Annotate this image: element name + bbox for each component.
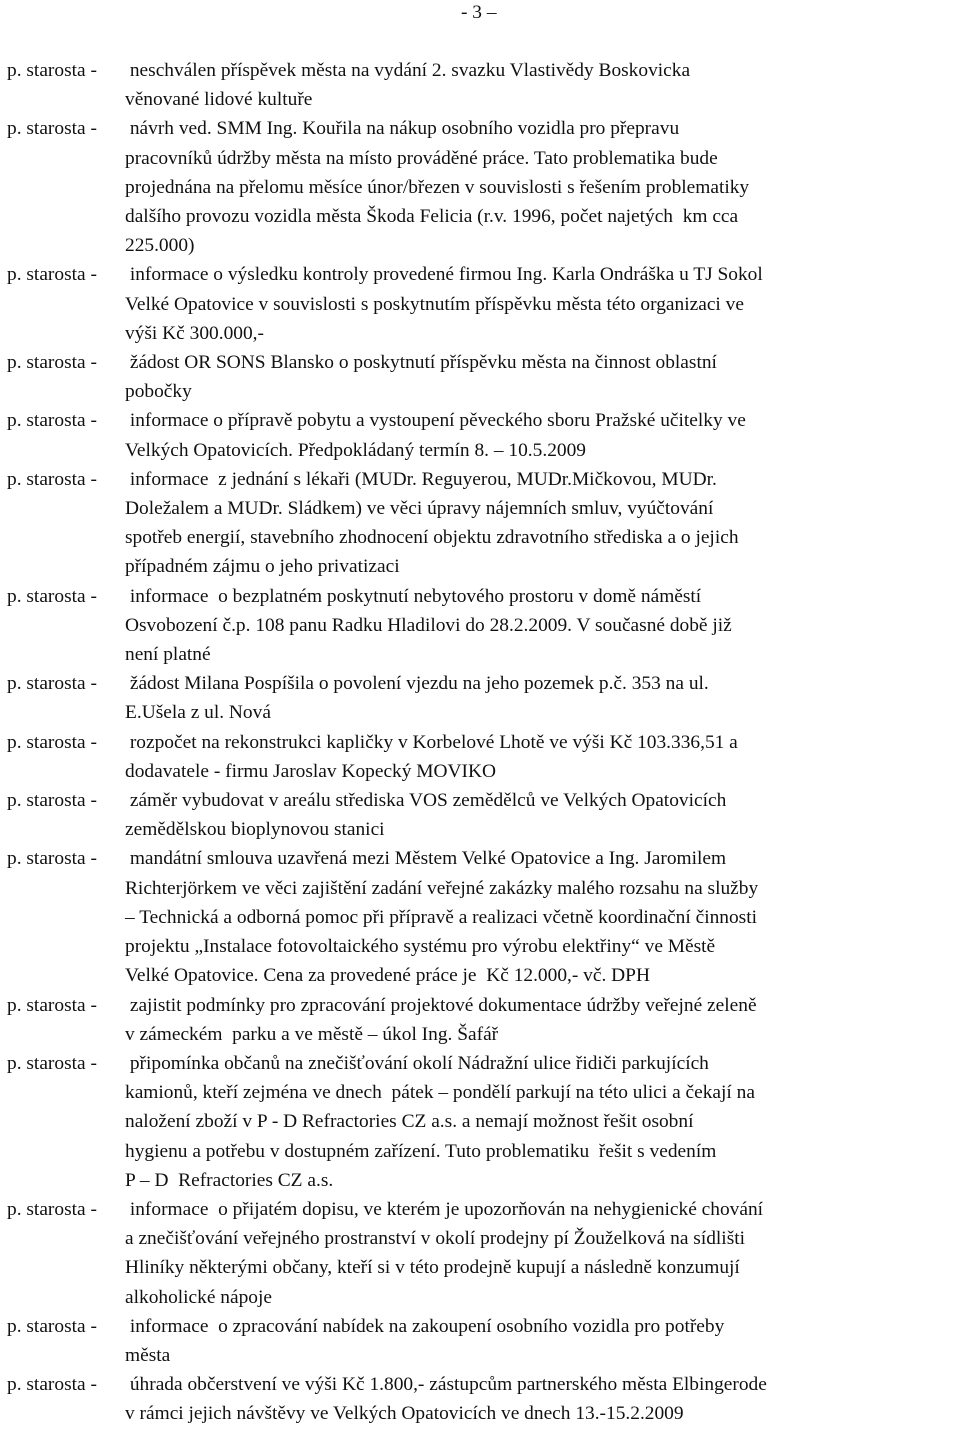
entry-text-line: Velkých Opatovicích. Předpokládaný termín 8. – 10.5.2009: [125, 439, 586, 461]
entry-text-line: úhrada občerstvení ve výši Kč 1.800,- zástupcům partnerského města Elbingerode: [125, 1374, 767, 1396]
entry-text-line: připomínka občanů na znečišťování okolí Nádražní ulice řidiči parkujících: [125, 1052, 709, 1074]
entry-text-line: spotřeb energií, stavebního zhodnocení objektu zdravotního střediska a o jejich: [125, 527, 739, 549]
entry-speaker-prefix: p. starosta -: [7, 118, 97, 140]
entry-text-line: projektu „Instalace fotovoltaického systému pro výrobu elektřiny“ ve Městě: [125, 936, 716, 958]
minutes-entry: [7, 786, 957, 844]
entry-text-line: neschválen příspěvek města na vydání 2. svazku Vlastivědy Boskovicka: [125, 60, 691, 81]
entry-speaker-prefix: p. starosta -: [7, 731, 97, 753]
minutes-entry: [7, 728, 957, 786]
entry-text-line: výši Kč 300.000,-: [125, 322, 264, 344]
entry-text-line: projednána na přelomu měsíce únor/březen v souvislosti s řešením problematiky: [125, 176, 750, 198]
entry-text-line: Richterjörkem ve věci zajištění zadání veřejné zakázky malého rozsahu na služby: [125, 877, 759, 899]
entry-text-line: případném zájmu o jeho privatizaci: [125, 556, 400, 578]
entry-text-line: informace o zpracování nabídek na zakoupení osobního vozidla pro potřeby: [125, 1315, 725, 1337]
entry-text-line: informace o přípravě pobytu a vystoupení pěveckého sboru Pražské učitelky ve: [125, 410, 746, 432]
entry-text-line: P – D Refractories CZ a.s.: [125, 1169, 334, 1191]
minutes-entry: [7, 56, 957, 114]
entry-speaker-prefix: p. starosta -: [7, 790, 97, 812]
minutes-entry: [7, 406, 957, 464]
entry-text-line: zemědělskou bioplynovou stanici: [125, 819, 385, 841]
entry-text-line: města: [125, 1344, 171, 1366]
minutes-entry: [7, 1195, 957, 1312]
entry-text-line: záměr vybudovat v areálu střediska VOS zemědělců ve Velkých Opatovicích: [125, 790, 727, 812]
entry-text-line: Velké Opatovice v souvislosti s poskytnutím příspěvku města této organizaci ve: [125, 293, 744, 315]
entry-text-line: pracovníků údržby města na místo prováděné práce. Tato problematika bude: [125, 147, 718, 169]
entry-text-line: Hliníky některými občany, kteří si v této prodejně kupují a následně konzumují: [125, 1257, 740, 1279]
entry-text-line: Osvobození č.p. 108 panu Radku Hladilovi do 28.2.2009. V současné době již: [125, 614, 732, 636]
minutes-entry: [7, 669, 957, 727]
entry-text-line: informace o výsledku kontroly provedené firmou Ing. Karla Ondráška u TJ Sokol: [125, 264, 763, 286]
minutes-entry: [7, 1370, 957, 1428]
entry-text-line: E.Ušela z ul. Nová: [125, 702, 271, 724]
entry-text-line: Doležalem a MUDr. Sládkem) ve věci úpravy nájemních smluv, vyúčtování: [125, 498, 714, 520]
entry-text-line: žádost Milana Pospíšila o povolení vjezdu na jeho pozemek p.č. 353 na ul.: [125, 673, 709, 695]
entry-text-line: věnované lidové kultuře: [125, 89, 313, 111]
entry-text-line: v zámeckém parku a ve městě – úkol Ing. Šafář: [125, 1023, 499, 1045]
entry-text-line: informace o přijatém dopisu, ve kterém je upozorňován na nehygienické chování: [125, 1198, 764, 1220]
entry-text-line: pobočky: [125, 381, 192, 403]
minutes-entry: [7, 844, 957, 990]
entry-speaker-prefix: p. starosta -: [7, 60, 97, 81]
entry-speaker-prefix: p. starosta -: [7, 264, 97, 286]
minutes-entry: [7, 465, 957, 582]
page-number: - 3 –: [461, 2, 497, 23]
minutes-entry: [7, 582, 957, 670]
entry-speaker-prefix: p. starosta -: [7, 1374, 97, 1396]
entry-text-line: informace z jednání s lékaři (MUDr. Reguyerou, MUDr.Mičkovou, MUDr.: [125, 468, 717, 490]
entry-text-line: naložení zboží v P - D Refractories CZ a.s. a nemají možnost řešit osobní: [125, 1111, 694, 1133]
entry-speaker-prefix: p. starosta -: [7, 1198, 97, 1220]
entry-speaker-prefix: p. starosta -: [7, 673, 97, 695]
entry-text-line: hygienu a potřebu v dostupném zařízení. Tuto problematiku řešit s vedením: [125, 1140, 717, 1162]
entry-text-line: – Technická a odborná pomoc při přípravě a realizaci včetně koordinační činnosti: [125, 906, 757, 928]
minutes-entry: [7, 1312, 957, 1370]
entry-text-line: návrh ved. SMM Ing. Kouřila na nákup osobního vozidla pro přepravu: [125, 118, 680, 140]
entry-text-line: Velké Opatovice. Cena za provedené práce je Kč 12.000,- vč. DPH: [125, 965, 650, 987]
entry-text-line: kamionů, kteří zejména ve dnech pátek – pondělí parkují na této ulici a čekají na: [125, 1082, 755, 1104]
entry-text-line: v rámci jejich návštěvy ve Velkých Opatovicích ve dnech 13.-15.2.2009: [125, 1403, 684, 1425]
entry-speaker-prefix: p. starosta -: [7, 1052, 97, 1074]
entry-text-line: rozpočet na rekonstrukci kapličky v Korbelové Lhotě ve výši Kč 103.336,51 a: [125, 731, 738, 753]
minutes-entry: [7, 114, 957, 260]
entry-text-line: 225.000): [125, 235, 195, 257]
entry-text-line: a znečišťování veřejného prostranství v okolí prodejny pí Žouželková na sídlišti: [125, 1228, 746, 1250]
entry-text-line: není platné: [125, 644, 211, 666]
entry-text-line: žádost OR SONS Blansko o poskytnutí příspěvku města na činnost oblastní: [125, 352, 717, 374]
entry-speaker-prefix: p. starosta -: [7, 468, 97, 490]
entry-speaker-prefix: p. starosta -: [7, 1315, 97, 1337]
minutes-entry: [7, 1049, 957, 1195]
entry-speaker-prefix: p. starosta -: [7, 410, 97, 432]
entry-speaker-prefix: p. starosta -: [7, 848, 97, 870]
entry-speaker-prefix: p. starosta -: [7, 585, 97, 607]
entry-text-line: dodavatele - firmu Jaroslav Kopecký MOVIKO: [125, 760, 497, 782]
entry-text-line: informace o bezplatném poskytnutí nebytového prostoru v domě náměstí: [125, 585, 702, 607]
minutes-entry: [7, 260, 957, 348]
entry-text-line: zajistit podmínky pro zpracování projektové dokumentace údržby veřejné zeleně: [125, 994, 757, 1016]
entry-text-line: alkoholické nápoje: [125, 1286, 272, 1308]
entry-text-line: mandátní smlouva uzavřená mezi Městem Velké Opatovice a Ing. Jaromilem: [125, 848, 727, 870]
minutes-entry: [7, 348, 957, 406]
minutes-entry: [7, 991, 957, 1049]
minutes-entry-list: [7, 56, 957, 1429]
entry-text-line: dalšího provozu vozidla města Škoda Felicia (r.v. 1996, počet najetých km cca: [125, 206, 739, 228]
entry-speaker-prefix: p. starosta -: [7, 352, 97, 374]
entry-speaker-prefix: p. starosta -: [7, 994, 97, 1016]
